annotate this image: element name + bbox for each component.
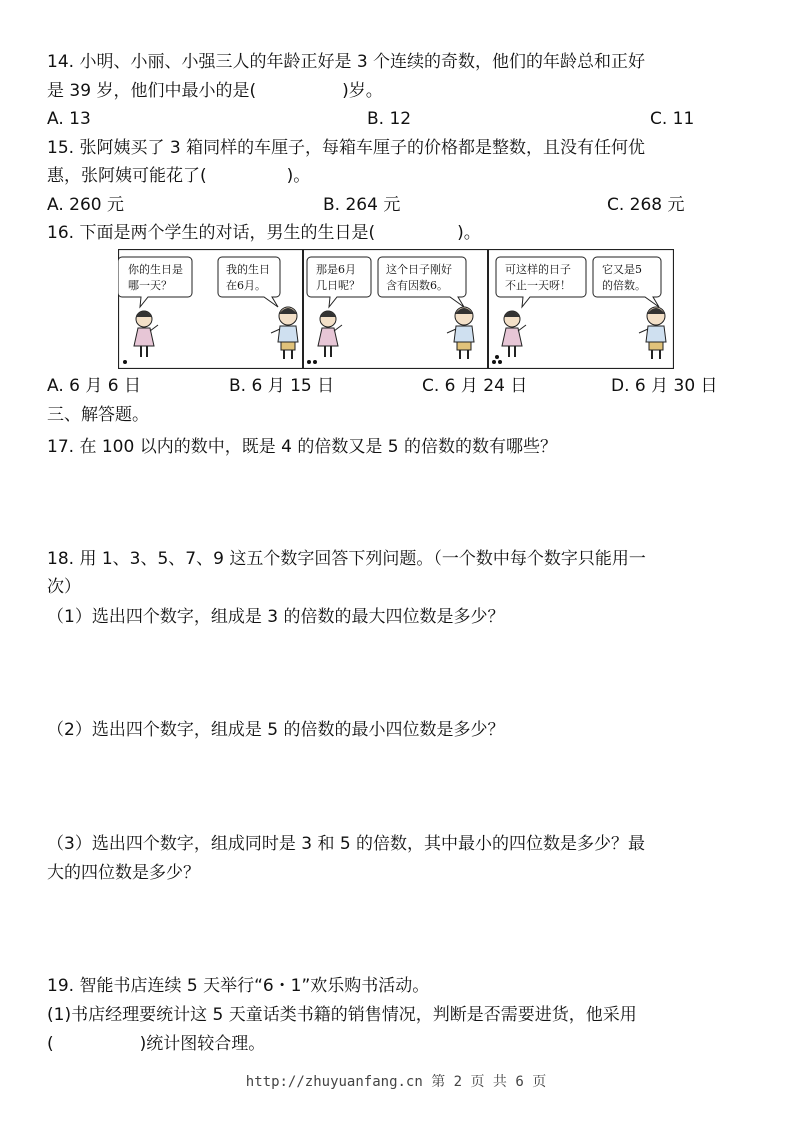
boy-line-1a: 我的生日 [226,263,270,276]
q16-line-after: )。 [457,223,481,243]
panel-marker-dot [492,360,496,364]
q19-line2-after: )统计图较合理。 [139,1034,266,1054]
page-footer: http://zhuyuanfang.cn 第 2 页 共 6 页 [245,1074,547,1090]
q15-option-b: B. 264 元 [323,195,401,215]
q18-part3-line1: （3）选出四个数字，组成同时是 3 和 5 的倍数，其中最小的四位数是多少？最 [47,834,646,854]
q15-line1: 15. 张阿姨买了 3 箱同样的车厘子，每箱车厘子的价格都是整数，且没有任何优 [47,138,646,158]
boy-line-1b: 在6月。 [226,279,266,292]
q15-line2 [47,165,310,187]
q15-line2-after: )。 [286,166,311,186]
q19-line1: 19. 智能书店连续 5 天举行“6・1”欢乐购书活动。 [47,976,430,996]
q16-option-d: D. 6 月 30 日 [611,376,718,396]
q16-line-before: 16. 下面是两个学生的对话，男生的生日是( [47,223,376,243]
boy-line-2b: 含有因数6。 [386,279,448,292]
q18-line2: 次） [47,577,81,597]
panel-marker-dot [495,355,499,359]
q14-line2 [47,80,383,102]
q18-part3-line2: 大的四位数是多少？ [47,863,200,883]
girl-line-2a: 那是6月 [316,263,356,276]
section-heading: 三、解答题。 [47,405,149,425]
panel-marker-dot [313,360,317,364]
q14-option-b: B. 12 [367,109,412,129]
q15-option-c: C. 268 元 [607,195,685,215]
girl-line-1a: 你的生日是 [128,263,183,276]
q15-option-a: A. 260 元 [47,195,124,215]
q14-option-c: C. 11 [650,109,695,129]
q16-line [47,222,481,244]
q18-line1: 18. 用 1、3、5、7、9 这五个数字回答下列问题。（一个数中每个数字只能用一 [47,549,646,569]
q15-line2-before: 惠，张阿姨可能花了( [47,166,207,186]
q19-line2-before: ( [47,1034,54,1054]
q19-part1-line1: (1)书店经理要统计这 5 天童话类书籍的销售情况，判断是否需要进货，他采用 [47,1005,637,1025]
girl-line-3a: 可这样的日子 [505,263,571,276]
q16-option-a: A. 6 月 6 日 [47,376,141,396]
girl-line-2b: 几日呢？ [316,279,360,292]
boy-line-2a: 这个日子刚好 [386,263,452,276]
q19-part1-line2 [47,1033,265,1055]
panel-marker-dot [498,360,502,364]
dialogue-comic [118,249,674,369]
panel-marker-dot [123,360,127,364]
q14-line2-after: )岁。 [342,81,383,101]
boy-line-3b: 的倍数。 [602,279,646,292]
q16-option-c: C. 6 月 24 日 [422,376,528,396]
q18-part2: （2）选出四个数字，组成是 5 的倍数的最小四位数是多少？ [47,720,505,740]
girl-line-1b: 哪一天？ [128,279,172,292]
boy-line-3a: 它又是5 [602,263,642,276]
panel-marker-dot [307,360,311,364]
q14-option-a: A. 13 [47,109,91,129]
girl-line-3b: 不止一天呀！ [505,279,571,292]
q14-line2-before: 是 39 岁，他们中最小的是( [47,81,257,101]
q18-part1: （1）选出四个数字，组成是 3 的倍数的最大四位数是多少？ [47,607,505,627]
q14-line1: 14. 小明、小丽、小强三人的年龄正好是 3 个连续的奇数，他们的年龄总和正好 [47,52,646,72]
q16-option-b: B. 6 月 15 日 [229,376,335,396]
q17-text: 17. 在 100 以内的数中，既是 4 的倍数又是 5 的倍数的数有哪些？ [47,437,557,457]
